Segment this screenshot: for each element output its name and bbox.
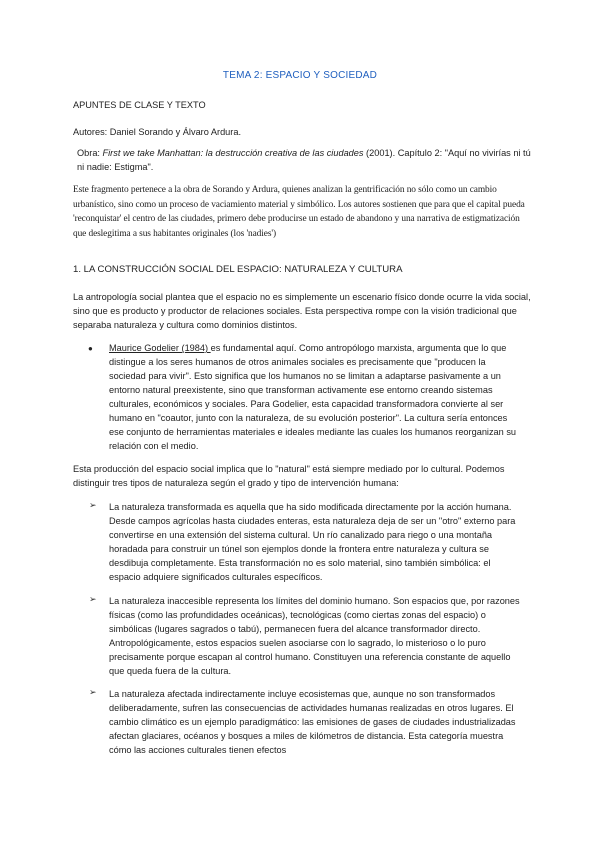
work-prefix: Obra: <box>77 148 103 158</box>
bullet-text: es fundamental aquí. Como antropólogo marxista, argumenta que lo que distingue a los seres humanos de otros animales sociales es precisamente que "producen la sociedad para vivir". Esto significa que los humanos no se limitan a adaptarse pasivamente a un entorno natural preexistente, sino que transforman activamente ese entorno creando sistemas culturales, económicos y sociales. Para Godelier, esta capacidad transformadora convierte al ser humano en "coautor, junto con la naturaleza, de su evolución posterior". La cultura sería entonces ese conjunto de herramientas materiales e ideales mediante las cuales los humanos reorganizan su relación con el medio. <box>109 343 517 451</box>
bullet-marker: ● <box>88 344 93 353</box>
arrow-marker: ➢ <box>89 687 97 697</box>
document-subtitle: APUNTES DE CLASE Y TEXTO <box>73 100 206 110</box>
list-item-inaccesible: La naturaleza inaccesible representa los límites del dominio humano. Son espacios que, por razones físicas (como las profundidades oceánicas), tecnológicas (como ciertas zonas del espacio) o simbólicas (lugares sagrados o tabú), permanecen fuera del alcance transformador directo. Antropológicamente, estos espacios suelen asociarse con lo sagrado, lo misterioso o lo puro precisamente porque escapan al control humano. Constituyen una referencia constante de aquello que queda fuera de la cultura. <box>109 596 520 676</box>
intro-paragraph: Este fragmento pertenece a la obra de Sorando y Ardura, quienes analizan la gentrificación no sólo como un cambio urbanístico, sino como un proceso de vaciamiento material y simbólico. Los autores sostienen que para que el capital pueda 'reconquistar' el centro de las ciudades, primero debe producirse un estado de abandono y una narrativa de estigmatización que deslegitima a sus habitantes originales (los 'nadies') <box>73 185 525 239</box>
work-suffix: (2001). Capítulo 2: "Aquí no vivirías ni tú ni nadie: Estigma". <box>77 148 531 172</box>
authors-line: Autores: Daniel Sorando y Álvaro Ardura. <box>73 127 242 137</box>
arrow-marker: ➢ <box>89 594 97 604</box>
section-paragraph-2: Esta producción del espacio social implica que lo "natural" está siempre mediado por lo cultural. Podemos distinguir tres tipos de naturaleza según el grado y tipo de intervención humana: <box>73 464 505 488</box>
page-title: TEMA 2: ESPACIO Y SOCIEDAD <box>222 70 378 81</box>
author-name: Maurice Godelier (1984) <box>109 343 211 353</box>
arrow-marker: ➢ <box>89 500 97 510</box>
bullet-item-godelier <box>109 341 521 453</box>
list-item-afectada: La naturaleza afectada indirectamente incluye ecosistemas que, aunque no son transformados deliberadamente, sufren las consecuencias de actividades humanas realizadas en otros lugares. El cambio climático es un ejemplo paradigmático: las emisiones de gases de ciudades industrializadas afectan glaciares, océanos y bosques a miles de kilómetros de distancia. Esta categoría muestra cómo las acciones culturales tienen efectos <box>109 689 516 755</box>
list-item-transformada: La naturaleza transformada es aquella que ha sido modificada directamente por la acción humana. Desde campos agrícolas hasta ciudades enteras, esta naturaleza deja de ser un "otro" externo para convertirse en una extensión del sistema cultural. Un río canalizado para riego o una montaña horadada para construir un túnel son ejemplos donde la frontera entre naturaleza y cultura se desdibuja completamente. Esta transformación no es solo material, sino también simbólica: el espacio adquiere significados culturales específicos. <box>109 502 516 582</box>
section-paragraph: La antropología social plantea que el espacio no es simplemente un escenario físico donde ocurre la vida social, sino que es producto y productor de relaciones sociales. Esta perspectiva rompe con la visión tradicional que separaba naturaleza y cultura como dominios distintos. <box>73 292 531 330</box>
work-reference <box>77 146 533 174</box>
section-heading: 1. LA CONSTRUCCIÓN SOCIAL DEL ESPACIO: NATURALEZA Y CULTURA <box>73 264 403 275</box>
work-title: First we take Manhattan: la destrucción creativa de las ciudades <box>102 148 364 158</box>
